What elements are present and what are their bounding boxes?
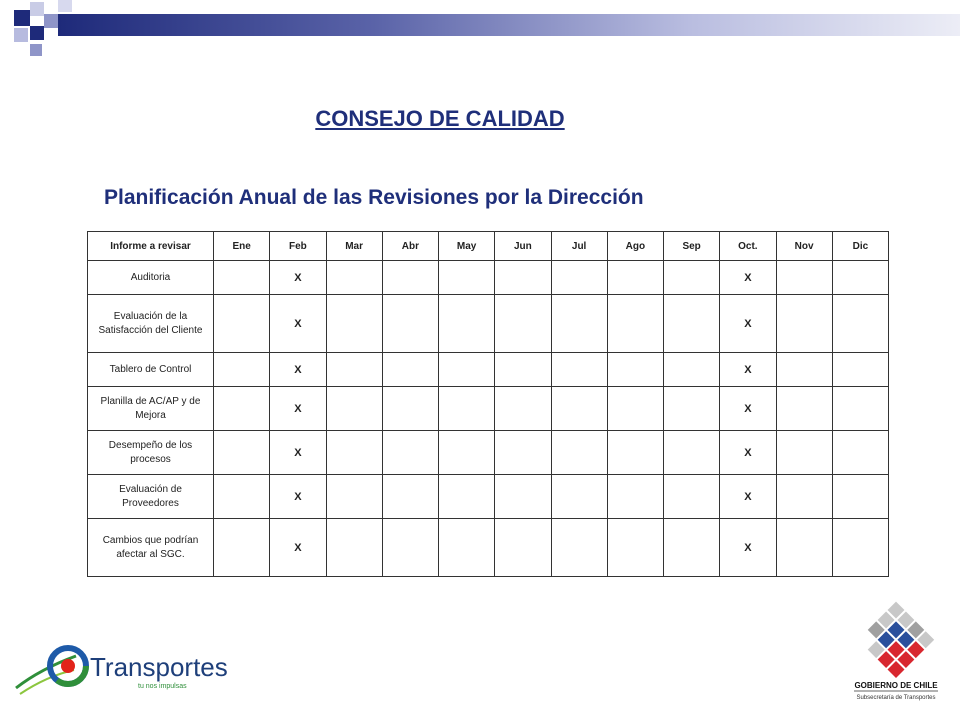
month-cell (551, 475, 607, 519)
month-cell (607, 431, 663, 475)
row-label: Planilla de AC/AP y de Mejora (88, 387, 214, 431)
decor-square (44, 14, 58, 28)
table-row (88, 475, 889, 519)
column-header-month: Abr (382, 232, 438, 261)
month-cell (495, 431, 551, 475)
month-cell (832, 431, 888, 475)
table-row (88, 431, 889, 475)
month-cell: X (270, 295, 326, 353)
month-cell (607, 387, 663, 431)
month-cell: X (270, 261, 326, 295)
table-row (88, 353, 889, 387)
month-cell (664, 475, 720, 519)
decor-square (14, 28, 28, 42)
month-cell (551, 353, 607, 387)
month-cell: X (270, 431, 326, 475)
month-cell (439, 387, 495, 431)
transportes-logo-mark (14, 634, 228, 698)
month-cell (832, 295, 888, 353)
gobierno-logo-mark (846, 604, 946, 704)
month-cell (776, 353, 832, 387)
month-cell (607, 295, 663, 353)
month-cell (382, 387, 438, 431)
month-cell (776, 519, 832, 577)
month-cell (214, 261, 270, 295)
month-cell: X (720, 431, 776, 475)
month-cell (439, 295, 495, 353)
transportes-brand-text: Transportes (90, 652, 228, 682)
table-row (88, 387, 889, 431)
month-cell (832, 519, 888, 577)
month-cell (551, 261, 607, 295)
month-cell (214, 475, 270, 519)
header-gradient-bar (58, 14, 960, 36)
decor-square (30, 26, 44, 40)
month-cell (214, 387, 270, 431)
month-cell (607, 261, 663, 295)
month-cell (214, 519, 270, 577)
table-row (88, 295, 889, 353)
month-cell (214, 353, 270, 387)
column-header-report: Informe a revisar (88, 232, 214, 261)
gobierno-de-chile-logo (846, 604, 946, 704)
month-cell (551, 295, 607, 353)
month-cell (551, 387, 607, 431)
month-cell (607, 353, 663, 387)
month-cell (382, 353, 438, 387)
month-cell (326, 295, 382, 353)
decor-square (30, 2, 44, 16)
month-cell (382, 431, 438, 475)
page-subtitle: Planificación Anual de las Revisiones por la Dirección (104, 186, 644, 209)
month-cell (776, 261, 832, 295)
month-cell (439, 261, 495, 295)
revision-plan-table (87, 231, 889, 577)
row-label: Desempeño de los procesos (88, 431, 214, 475)
transportes-tagline: tu nos impulsas (138, 683, 187, 690)
month-cell (439, 431, 495, 475)
month-cell (326, 475, 382, 519)
month-cell (495, 261, 551, 295)
column-header-month: Ago (607, 232, 663, 261)
month-cell (832, 353, 888, 387)
month-cell (832, 475, 888, 519)
table-header-row (88, 232, 889, 261)
column-header-month: Mar (326, 232, 382, 261)
month-cell (439, 353, 495, 387)
month-cell (664, 387, 720, 431)
month-cell (776, 387, 832, 431)
month-cell: X (270, 475, 326, 519)
month-cell (607, 475, 663, 519)
row-label: Cambios que podrían afectar al SGC. (88, 519, 214, 577)
row-label: Evaluación de la Satisfacción del Cliente (88, 295, 214, 353)
month-cell (382, 519, 438, 577)
row-label: Auditoria (88, 261, 214, 295)
column-header-month: Jul (551, 232, 607, 261)
column-header-month: Dic (832, 232, 888, 261)
month-cell: X (270, 387, 326, 431)
month-cell (382, 295, 438, 353)
month-cell (776, 475, 832, 519)
gobierno-brand-text: GOBIERNO DE CHILE (854, 681, 938, 690)
decor-square (14, 10, 30, 26)
column-header-month: Sep (664, 232, 720, 261)
column-header-month: Jun (495, 232, 551, 261)
month-cell: X (720, 353, 776, 387)
column-header-month: Feb (270, 232, 326, 261)
month-cell (832, 261, 888, 295)
month-cell (551, 519, 607, 577)
column-header-month: Nov (776, 232, 832, 261)
month-cell (664, 519, 720, 577)
month-cell (664, 261, 720, 295)
month-cell (382, 261, 438, 295)
month-cell (832, 387, 888, 431)
month-cell (326, 261, 382, 295)
header-decoration (0, 0, 960, 60)
gobierno-subtitle-text: Subsecretaría de Transportes (856, 695, 936, 701)
month-cell (664, 353, 720, 387)
month-cell (439, 519, 495, 577)
month-cell: X (270, 353, 326, 387)
table-row (88, 261, 889, 295)
month-cell (495, 519, 551, 577)
month-cell: X (720, 387, 776, 431)
month-cell (495, 387, 551, 431)
month-cell (776, 431, 832, 475)
month-cell (607, 519, 663, 577)
row-label: Evaluación de Proveedores (88, 475, 214, 519)
month-cell (495, 475, 551, 519)
column-header-month: Ene (214, 232, 270, 261)
column-header-month: Oct. (720, 232, 776, 261)
month-cell (326, 387, 382, 431)
month-cell: X (720, 261, 776, 295)
month-cell (326, 431, 382, 475)
decor-square (58, 0, 72, 12)
month-cell: X (720, 475, 776, 519)
month-cell (776, 295, 832, 353)
decor-square (30, 44, 42, 56)
row-label: Tablero de Control (88, 353, 214, 387)
month-cell (382, 475, 438, 519)
month-cell (664, 431, 720, 475)
transportes-logo (14, 634, 228, 698)
month-cell (495, 353, 551, 387)
month-cell (495, 295, 551, 353)
month-cell (326, 519, 382, 577)
month-cell (551, 431, 607, 475)
month-cell: X (720, 295, 776, 353)
month-cell (214, 431, 270, 475)
month-cell: X (720, 519, 776, 577)
month-cell: X (270, 519, 326, 577)
month-cell (439, 475, 495, 519)
table-row (88, 519, 889, 577)
month-cell (326, 353, 382, 387)
page-title: CONSEJO DE CALIDAD (315, 106, 565, 131)
month-cell (214, 295, 270, 353)
column-header-month: May (439, 232, 495, 261)
month-cell (664, 295, 720, 353)
